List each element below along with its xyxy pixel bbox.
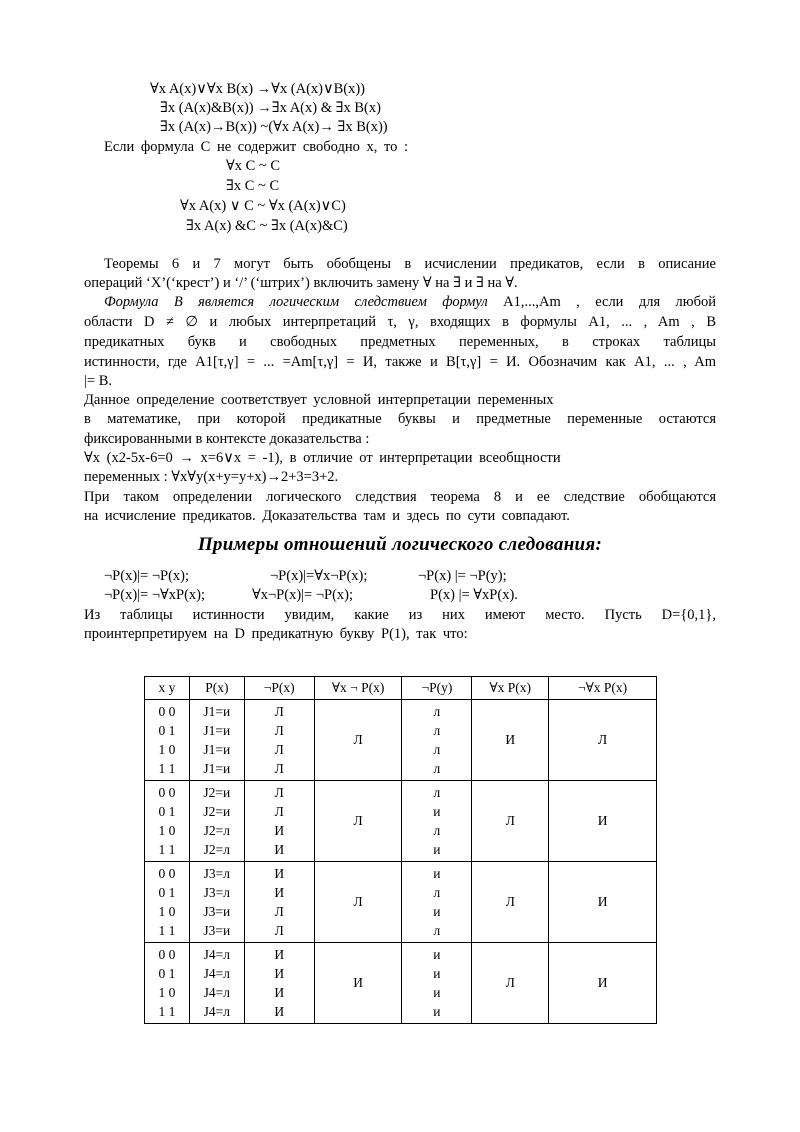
truth-table bbox=[144, 676, 657, 1024]
forall-px-cell: Л bbox=[472, 862, 549, 943]
forall-px-cell: Л bbox=[472, 943, 549, 1024]
definition-line: предикатных букв и свободных предметных переменных, в строках таблицы bbox=[84, 334, 716, 350]
paragraph-line: на исчисление предикатов. Доказательства там и здесь по сути совпадают. bbox=[84, 508, 570, 524]
forall-px-cell: Л bbox=[472, 781, 549, 862]
not-py-cell: л л л л bbox=[402, 700, 472, 781]
px-cell: J1=и J1=и J1=и J1=и bbox=[189, 700, 244, 781]
definition-line: |= B. bbox=[84, 373, 113, 389]
xy-cell: 0 0 0 1 1 0 1 1 bbox=[145, 943, 190, 1024]
formula-line: ∀x A(x) ∨ C ~ ∀x (A(x)∨C) bbox=[180, 198, 346, 214]
paragraph-line: При таком определении логического следствия теорема 8 и ее следствие обобщаются bbox=[84, 489, 716, 505]
table-row-group-4 bbox=[145, 943, 657, 1024]
example-item: ¬P(x)|= ¬P(x); bbox=[104, 568, 190, 584]
not-py-cell: и и и и bbox=[402, 943, 472, 1024]
formula-line: ∃x (A(x)&B(x)) →∃x A(x) & ∃x B(x) bbox=[160, 100, 381, 116]
column-header: P(x) bbox=[189, 677, 244, 700]
column-header: ¬∀x P(x) bbox=[549, 677, 657, 700]
not-px-cell: Л Л И И bbox=[244, 781, 314, 862]
formula-line: ∃x A(x) &C ~ ∃x (A(x)&C) bbox=[186, 218, 348, 234]
formula-line: ∃x C ~ C bbox=[226, 178, 280, 194]
example-item: ∀x¬P(x)|= ¬P(x); bbox=[252, 587, 354, 603]
example-item: P(x) |= ∀xP(x). bbox=[430, 587, 518, 603]
paragraph-line: проинтерпретируем на D предикатную букву P(1), так что: bbox=[84, 626, 468, 642]
xy-cell: 0 0 0 1 1 0 1 1 bbox=[145, 862, 190, 943]
forall-px-cell: И bbox=[472, 700, 549, 781]
column-header: ∀x P(x) bbox=[472, 677, 549, 700]
definition-line: области D ≠ ∅ и любых интерпретаций τ, γ, входящих в формулы A1, ... , Am , B bbox=[84, 314, 716, 330]
forall-not-px-cell: Л bbox=[314, 862, 402, 943]
not-forall-px-cell: И bbox=[549, 943, 657, 1024]
free-variable-intro: Если формула C не содержит свободно x, то : bbox=[104, 139, 409, 155]
forall-not-px-cell: И bbox=[314, 943, 402, 1024]
not-forall-px-cell: Л bbox=[549, 700, 657, 781]
not-px-cell: И И И И bbox=[244, 943, 314, 1024]
column-header: x y bbox=[145, 677, 190, 700]
paragraph-line: Из таблицы истинности увидим, какие из них имеют место. Пусть D={0,1}, bbox=[84, 607, 716, 623]
paragraph-line: переменных : ∀x∀y(x+y=y+x)→2+3=3+2. bbox=[84, 469, 339, 485]
example-item: ¬P(x) |= ¬P(y); bbox=[418, 568, 507, 584]
formula-line: ∀x A(x)∨∀x B(x) →∀x (A(x)∨B(x)) bbox=[150, 81, 366, 97]
not-px-cell: Л Л Л Л bbox=[244, 700, 314, 781]
px-cell: J2=и J2=и J2=л J2=л bbox=[189, 781, 244, 862]
not-forall-px-cell: И bbox=[549, 781, 657, 862]
not-py-cell: л и л и bbox=[402, 781, 472, 862]
paragraph-line: в математике, при которой предикатные буквы и предметные переменные остаются bbox=[84, 411, 716, 427]
paragraph-line: фиксированными в контексте доказательства : bbox=[84, 431, 370, 447]
forall-not-px-cell: Л bbox=[314, 781, 402, 862]
not-px-cell: И И Л Л bbox=[244, 862, 314, 943]
definition-line: истинности, где A1[τ,γ] = ... =Am[τ,γ] = И, также и B[τ,γ] = И. Обозначим как A1, ... , Am bbox=[84, 354, 716, 370]
formula-line: ∃x (A(x)→B(x)) ~(∀x A(x)→ ∃x B(x)) bbox=[160, 119, 388, 135]
formula-line: ∀x C ~ C bbox=[226, 158, 281, 174]
definition-line-1 bbox=[104, 293, 716, 311]
table-row-group-1 bbox=[145, 700, 657, 781]
px-cell: J4=л J4=л J4=л J4=л bbox=[189, 943, 244, 1024]
xy-cell: 0 0 0 1 1 0 1 1 bbox=[145, 700, 190, 781]
paragraph-line: Данное определение соответствует условной интерпретации переменных bbox=[84, 392, 554, 408]
paragraph-line: ∀x (x2-5x-6=0 → x=6∨x = -1), в отличие от интерпретации всеобщности bbox=[84, 450, 561, 466]
definition-line-1-rest: A1,...,Am , если для любой bbox=[503, 294, 716, 310]
table-header-row bbox=[145, 677, 657, 700]
xy-cell: 0 0 0 1 1 0 1 1 bbox=[145, 781, 190, 862]
column-header: ¬P(y) bbox=[402, 677, 472, 700]
section-heading: Примеры отношений логического следования: bbox=[197, 534, 603, 555]
table-row-group-3 bbox=[145, 862, 657, 943]
forall-not-px-cell: Л bbox=[314, 700, 402, 781]
definition-italic: Формула B является логическим следствием формул bbox=[104, 294, 488, 310]
example-item: ¬P(x)|= ¬∀xP(x); bbox=[104, 587, 206, 603]
column-header: ∀x ¬ P(x) bbox=[314, 677, 402, 700]
px-cell: J3=л J3=л J3=и J3=и bbox=[189, 862, 244, 943]
example-item: ¬P(x)|=∀x¬P(x); bbox=[270, 568, 368, 584]
paragraph-line: операций ‘X’(‘крест’) и ‘/’ (‘штрих’) включить замену ∀ на ∃ и ∃ на ∀. bbox=[84, 275, 518, 291]
column-header: ¬P(x) bbox=[244, 677, 314, 700]
paragraph-line: Теоремы 6 и 7 могут быть обобщены в исчислении предикатов, если в описание bbox=[104, 256, 716, 272]
table-row-group-2 bbox=[145, 781, 657, 862]
not-forall-px-cell: И bbox=[549, 862, 657, 943]
not-py-cell: и л и л bbox=[402, 862, 472, 943]
